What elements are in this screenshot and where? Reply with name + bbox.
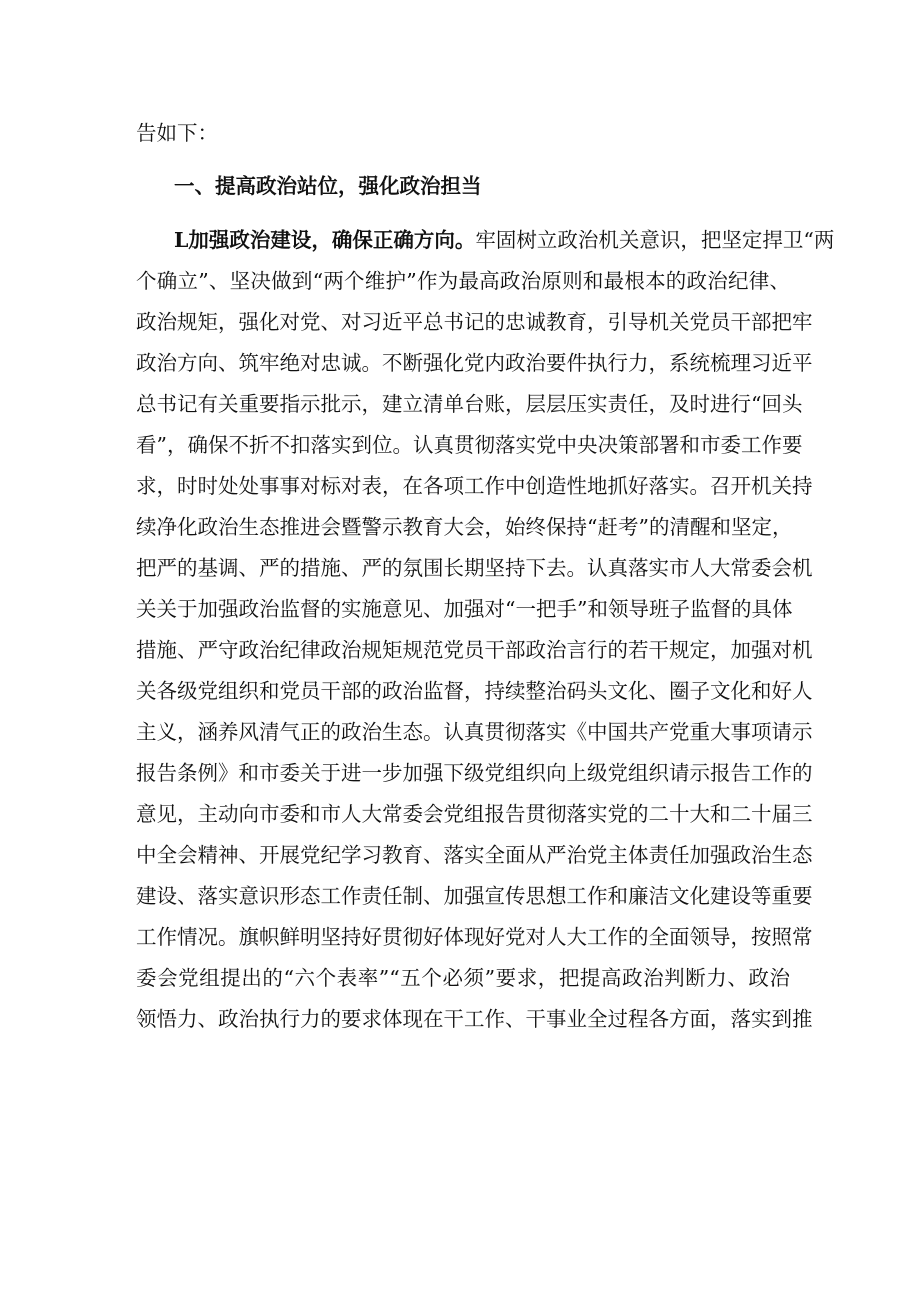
paragraph-line: 求，时时处处事事对标对表，在各项工作中创造性地抓好落实。召开机关持 <box>136 474 813 498</box>
paragraph-line: 把严的基调、严的措施、严的氛围长期坚持下去。认真落实市人大常委会机 <box>136 556 813 580</box>
paragraph-line: 关各级党组织和党员干部的政治监督，持续整治码头文化、圈子文化和好人 <box>136 679 813 703</box>
paragraph-line: 看”，确保不折不扣落实到位。认真贯彻落实党中央决策部署和市委工作要 <box>136 433 803 457</box>
paragraph-line: 续净化政治生态推进会暨警示教育大会，始终保持“赶考”的清醒和坚定， <box>136 515 793 539</box>
paragraph-line: 领悟力、政治执行力的要求体现在干工作、干事业全过程各方面，落实到推 <box>136 1007 813 1031</box>
paragraph-line: 中全会精神、开展党纪学习教育、落实全面从严治党主体责任加强政治生态 <box>136 843 813 867</box>
intro-line: 告如下： <box>136 121 218 145</box>
paragraph-line: 关关于加强政治监督的实施意见、加强对“一把手”和领导班子监督的具体 <box>136 597 793 621</box>
paragraph-first-line <box>174 226 835 254</box>
paragraph-line: 政治规矩，强化对党、对习近平总书记的忠诚教育，引导机关党员干部把牢 <box>136 310 813 334</box>
paragraph-line: 个确立”、坚决做到“两个维护”作为最高政治原则和最根本的政治纪律、 <box>136 269 790 293</box>
paragraph-line: 委会党组提出的“六个表率”“五个必须”要求，把提高政治判断力、政治 <box>136 966 790 990</box>
section-heading: 一、提高政治站位，强化政治担当 <box>174 174 482 198</box>
paragraph-lead: L加强政治建设，确保正确方向。 <box>174 228 476 252</box>
paragraph-line: 意见，主动向市委和市人大常委会党组报告贯彻落实党的二十大和二十届三 <box>136 802 813 826</box>
paragraph-line: 政治方向、筑牢绝对忠诚。不断强化党内政治要件执行力，系统梳理习近平 <box>136 351 813 375</box>
paragraph-line: 主义，涵养风清气正的政治生态。认真贯彻落实《中国共产党重大事项请示 <box>136 720 813 744</box>
paragraph-line: 措施、严守政治纪律政治规矩规范党员干部政治言行的若干规定，加强对机 <box>136 638 813 662</box>
paragraph-line: 工作情况。旗帜鲜明坚持好贯彻好体现好党对人大工作的全面领导，按照常 <box>136 925 813 949</box>
paragraph-first-line-text: 牢固树立政治机关意识，把坚定捍卫“两 <box>475 228 835 252</box>
paragraph-line: 建设、落实意识形态工作责任制、加强宣传思想工作和廉洁文化建设等重要 <box>136 884 813 908</box>
paragraph-line: 报告条例》和市委关于进一步加强下级党组织向上级党组织请示报告工作的 <box>136 761 813 785</box>
paragraph-line: 总书记有关重要指示批示，建立清单台账，层层压实责任，及时进行“回头 <box>136 392 803 416</box>
